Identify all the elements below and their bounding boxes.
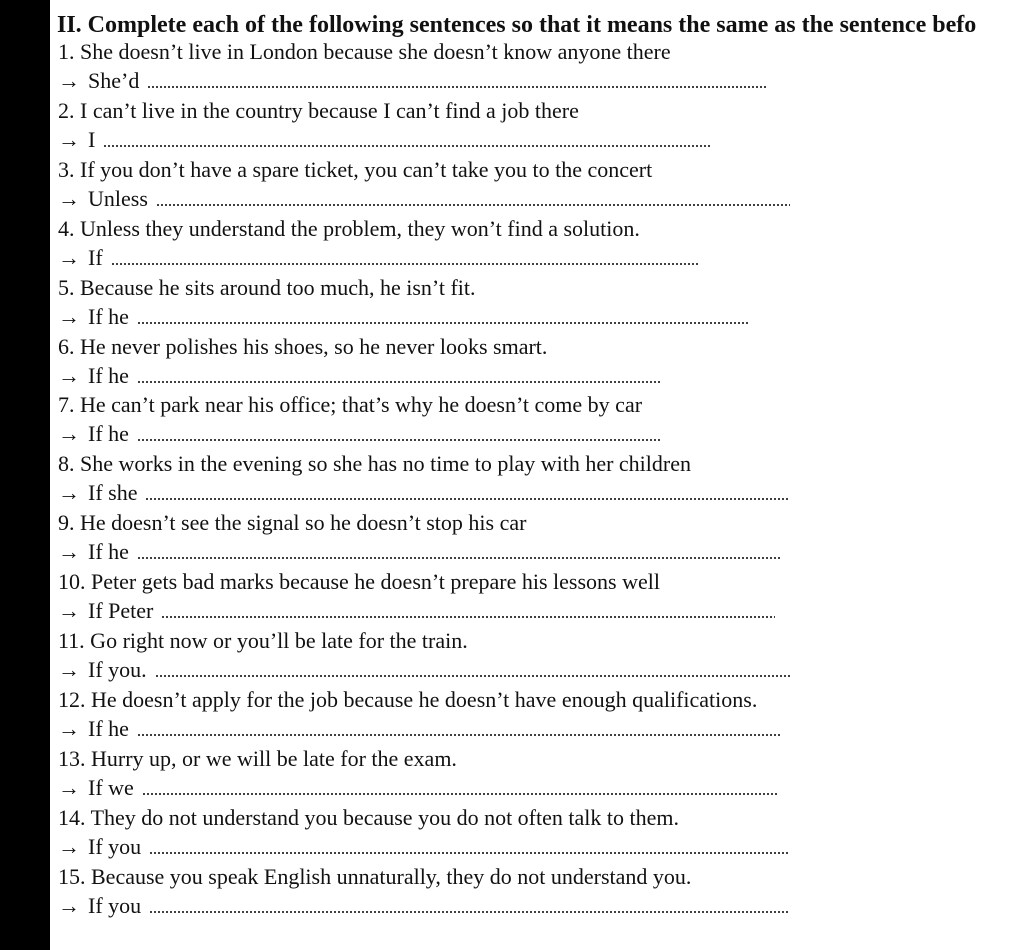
- arrow-icon: →: [58, 833, 80, 859]
- answer-blank: [137, 557, 780, 559]
- answer-blank: [103, 145, 712, 147]
- answer-line: [58, 479, 790, 507]
- answer-prefix: If he: [88, 715, 129, 741]
- exercise-question: 15. Because you speak English unnaturally, they do not understand you.: [58, 863, 692, 889]
- arrow-icon: →: [58, 185, 80, 211]
- answer-blank: [145, 498, 790, 500]
- arrow-icon: →: [58, 657, 80, 682]
- exercise-question: 9. He doesn’t see the signal so he doesn’t stop his car: [58, 510, 527, 536]
- exercise-question: 13. Hurry up, or we will be late for the exam.: [58, 745, 457, 771]
- answer-blank: [137, 734, 780, 736]
- answer-blank: [111, 263, 700, 265]
- arrow-icon: →: [58, 362, 80, 388]
- answer-blank: [137, 381, 660, 383]
- answer-prefix: She’d: [88, 68, 140, 93]
- arrow-icon: →: [58, 480, 80, 506]
- worksheet-page: [50, 0, 1024, 950]
- arrow-icon: →: [58, 774, 80, 800]
- answer-prefix: If you: [88, 833, 142, 859]
- arrow-icon: →: [58, 715, 80, 741]
- exercise-question: 6. He never polishes his shoes, so he never looks smart.: [58, 333, 548, 359]
- answer-line: [58, 420, 660, 448]
- answer-prefix: If he: [88, 421, 129, 447]
- exercise-question: 11. Go right now or you’ll be late for the train.: [58, 628, 468, 653]
- answer-prefix: If he: [88, 362, 129, 388]
- exercise-question: 5. Because he sits around too much, he isn’t fit.: [58, 274, 476, 300]
- answer-line: [58, 303, 748, 331]
- answer-line: [58, 185, 790, 213]
- answer-blank: [161, 616, 775, 618]
- answer-prefix: I: [88, 126, 96, 152]
- answer-blank: [142, 793, 778, 795]
- exercise-question: 3. If you don’t have a spare ticket, you can’t take you to the concert: [58, 156, 653, 182]
- answer-blank: [155, 675, 790, 677]
- arrow-icon: →: [58, 303, 80, 329]
- answer-line: [58, 126, 712, 154]
- answer-prefix: Unless: [88, 185, 148, 211]
- exercise-question: 4. Unless they understand the problem, they won’t find a solution.: [58, 215, 640, 241]
- answer-line: [58, 244, 700, 272]
- answer-blank: [137, 439, 660, 441]
- exercise-question: 12. He doesn’t apply for the job because he doesn’t have enough qualifications.: [58, 686, 758, 712]
- exercise-question: 10. Peter gets bad marks because he doesn’t prepare his lessons well: [58, 569, 660, 595]
- exercise-question: 7. He can’t park near his office; that’s why he doesn’t come by car: [58, 392, 643, 418]
- answer-line: [58, 656, 790, 684]
- arrow-icon: →: [58, 539, 80, 565]
- arrow-icon: →: [58, 598, 80, 624]
- arrow-icon: →: [58, 68, 80, 93]
- arrow-icon: →: [58, 421, 80, 447]
- answer-line: [58, 67, 766, 95]
- arrow-icon: →: [58, 244, 80, 270]
- answer-line: [58, 715, 780, 743]
- answer-prefix: If she: [88, 480, 138, 506]
- answer-blank: [137, 322, 748, 324]
- answer-line: [58, 774, 778, 802]
- answer-line: [58, 833, 790, 861]
- answer-blank: [156, 204, 790, 206]
- arrow-icon: →: [58, 892, 80, 918]
- arrow-icon: →: [58, 126, 80, 152]
- exercise-question: 14. They do not understand you because you do not often talk to them.: [58, 804, 679, 830]
- answer-prefix: If we: [88, 774, 134, 800]
- answer-prefix: If you.: [88, 657, 147, 682]
- answer-line: [58, 892, 790, 920]
- exercise-question: 2. I can’t live in the country because I can’t find a job there: [58, 97, 579, 123]
- answer-line: [58, 538, 780, 566]
- answer-blank: [149, 852, 790, 854]
- answer-prefix: If Peter: [88, 598, 154, 624]
- answer-line: [58, 362, 660, 390]
- exercise-question: 1. She doesn’t live in London because she doesn’t know anyone there: [58, 39, 671, 64]
- answer-prefix: If he: [88, 303, 129, 329]
- exercise-heading: II. Complete each of the following sentences so that it means the same as the sentence befo: [57, 12, 977, 38]
- answer-prefix: If: [88, 244, 103, 270]
- exercise-question: 8. She works in the evening so she has no time to play with her children: [58, 451, 691, 477]
- answer-blank: [147, 86, 766, 88]
- answer-line: [58, 597, 775, 625]
- answer-blank: [149, 911, 790, 913]
- answer-prefix: If you: [88, 892, 142, 918]
- answer-prefix: If he: [88, 539, 129, 565]
